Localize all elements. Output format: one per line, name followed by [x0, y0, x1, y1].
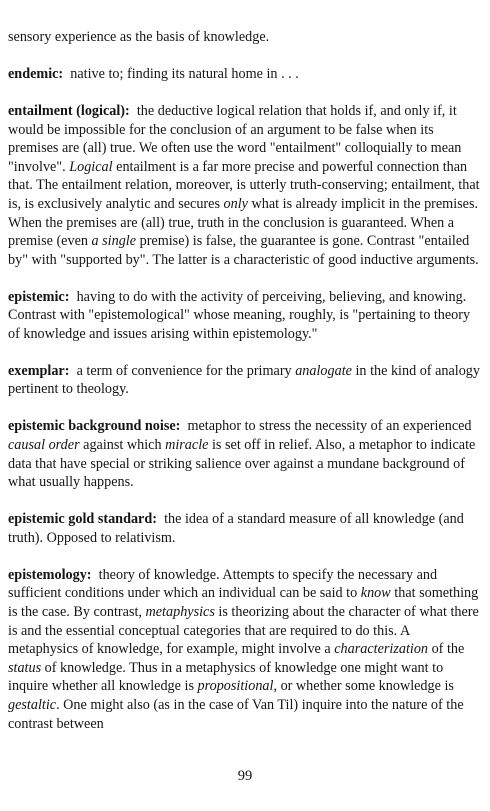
- entry-emphasis: miracle: [165, 437, 209, 454]
- entry-definition-text: premise) is false, the guarantee is gone. Contrast "entailed by" with "supported by". The latter is a characteristic of good inductive arguments.: [8, 233, 479, 268]
- entry-definition-text: the idea of a standard measure of all knowledge (and truth). Opposed to relativism.: [8, 511, 464, 546]
- entry-definition-text: entailment is a far more precise and powerful connection than that. The entailment relation, moreover, is utterly truth-conserving; entailment, that is, is exclusively analytic and secures: [8, 158, 480, 212]
- entry-definition-text: metaphor to stress the necessity of an experienced: [187, 418, 472, 435]
- entry-definition-text: , or whether some knowledge is: [273, 678, 454, 695]
- entry-definition-text: against which: [79, 437, 166, 454]
- entry-definition-text: in the kind of analogy pertinent to theology.: [8, 362, 480, 398]
- entry-emphasis: metaphysics: [145, 603, 215, 620]
- entry-definition-text: of knowledge. Thus in a metaphysics of knowledge one might want to inquire whether all knowledge is: [8, 659, 444, 695]
- entry-definition-text: a term of convenience for the primary: [76, 362, 296, 379]
- entry-definition-text: of the: [428, 641, 465, 658]
- entry-term: epistemic gold standard:: [8, 511, 157, 528]
- glossary-page: [8, 28, 480, 752]
- glossary-entry: [8, 566, 480, 733]
- entry-emphasis: characterization: [334, 641, 429, 658]
- entry-emphasis: a single: [91, 233, 137, 250]
- entry-term: epistemic background noise:: [8, 418, 181, 435]
- entry-definition-text: is theorizing about the character of what there is and the essential conceptual categories that are required to do this. A metaphysics of knowledge, for example, might involve a: [8, 603, 479, 658]
- glossary-entry: [8, 288, 480, 344]
- entry-definition-text: is set off in relief. Also, a metaphor to indicate data that have special or striking salience over against a mundane background of what usually happens.: [8, 437, 476, 491]
- glossary-entry: [8, 102, 480, 269]
- entry-definition-text: theory of knowledge. Attempts to specify the necessary and sufficient conditions under which an individual can be said to: [8, 566, 438, 602]
- entry-definition-text: having to do with the activity of perceiving, believing, and knowing. Contrast with "epistemological" whose meaning, roughly, is "pertaining to theory of knowledge and issues arising within epistemology.": [8, 288, 471, 342]
- entry-definition-text: . One might also (as in the case of Van Til) inquire into the nature of the contrast between: [8, 696, 464, 732]
- intro-fragment: sensory experience as the basis of knowledge.: [8, 29, 270, 45]
- entry-emphasis: know: [360, 585, 391, 602]
- glossary-entry: [8, 362, 480, 399]
- entry-term: entailment (logical):: [8, 102, 130, 119]
- entry-emphasis: gestaltic: [8, 696, 57, 713]
- glossary-entry: [8, 65, 480, 84]
- entry-emphasis: only: [223, 195, 248, 212]
- entry-emphasis: status: [8, 659, 42, 676]
- entry-definition-text: that something is the case. By contrast,: [8, 585, 479, 620]
- entry-definition-text: the deductive logical relation that holds if, and only if, it would be impossible for the conclusion of an argument to be false when its premises are (all) true. We often use the word "entailment" colloquially to mean "involve".: [8, 102, 462, 175]
- glossary-entry: [8, 417, 480, 491]
- entry-term: epistemology:: [8, 566, 92, 583]
- glossary-entries: [8, 65, 480, 733]
- entry-definition-text: what is already implicit in the premises. When the premises are (all) true, truth in the conclusion is guaranteed. When a premise (even: [8, 195, 479, 250]
- page-number: 99: [237, 768, 253, 784]
- entry-term: exemplar:: [8, 362, 70, 379]
- entry-term: endemic:: [8, 65, 64, 82]
- entry-definition-text: native to; finding its natural home in . . .: [70, 65, 299, 82]
- entry-term: epistemic:: [8, 288, 70, 305]
- glossary-entry: [8, 510, 480, 547]
- entry-emphasis: causal order: [8, 437, 80, 454]
- entry-emphasis: Logical: [69, 158, 113, 175]
- entry-emphasis: propositional: [197, 678, 274, 695]
- entry-emphasis: analogate: [295, 362, 352, 379]
